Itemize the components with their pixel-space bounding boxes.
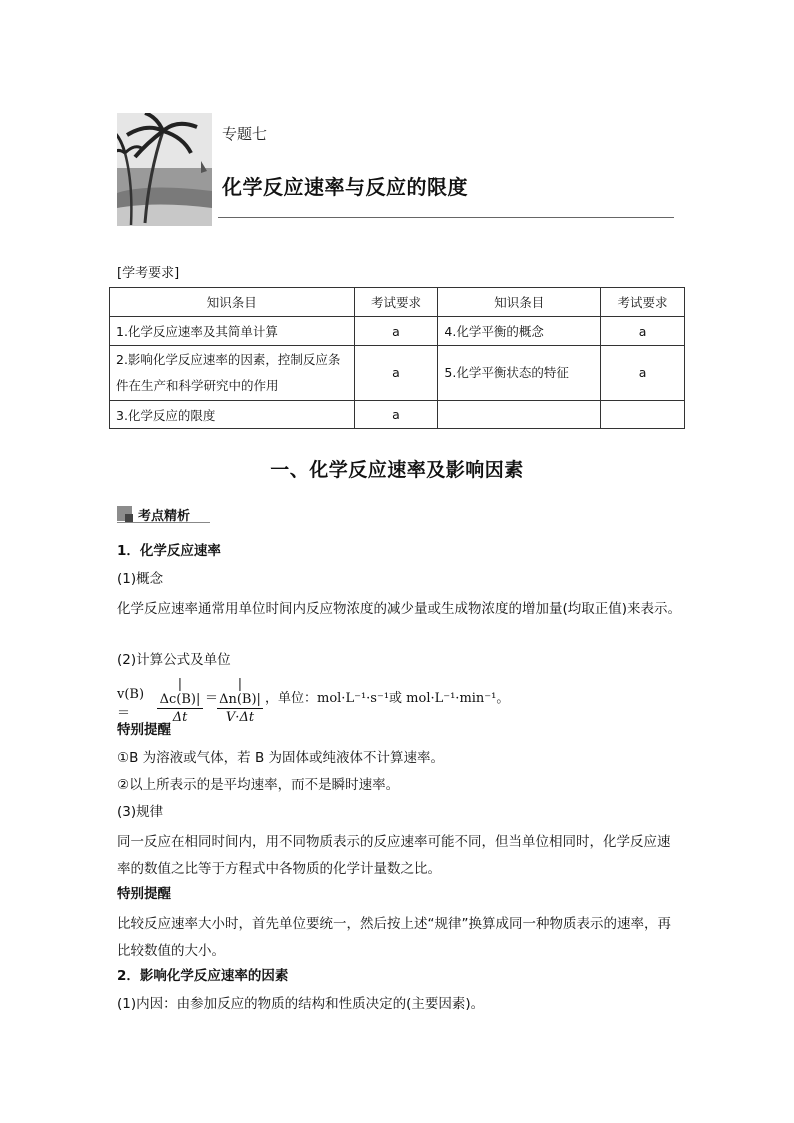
key-points-badge (117, 505, 210, 523)
table-cell: 4.化学平衡的概念 (438, 317, 601, 346)
formula-lhs: v(B)＝ (117, 687, 145, 721)
table-cell (438, 401, 601, 429)
header-rule (218, 217, 674, 218)
fraction-numerator: |Δn(B)| (217, 677, 263, 709)
badge-label: 考点精析 (138, 509, 191, 524)
section-heading: 一、化学反应速率及影响因素 (270, 459, 524, 481)
heading-1: 1．化学反应速率 (117, 543, 221, 559)
table-row (110, 401, 685, 429)
requirements-caption: [学考要求] (117, 266, 180, 281)
tip-title: 特别提醒 (117, 886, 171, 902)
tip-title: 特别提醒 (117, 722, 171, 738)
fraction-numerator: |Δc(B)| (157, 677, 203, 709)
table-cell: a (354, 317, 438, 346)
fraction-denominator: Δt (172, 710, 188, 725)
table-header-row (110, 288, 685, 317)
column-header: 知识条目 (110, 288, 355, 317)
fraction-denominator: V·Δt (225, 710, 255, 725)
fraction-concentration (157, 677, 203, 725)
table-cell: a (354, 401, 438, 429)
table-cell: 3.化学反应的限度 (110, 401, 355, 429)
tip-item: ①B 为溶液或气体，若 B 为固体或纯液体不计算速率。 (117, 750, 444, 766)
table-row (110, 317, 685, 346)
table-row (110, 346, 685, 401)
paragraph-rule: 同一反应在相同时间内，用不同物质表示的反应速率可能不同，但当单位相同时，化学反应速率的数值之比等于方程式中各物质的化学计量数之比。 (117, 834, 671, 877)
chapter-label: 专题七 (222, 125, 268, 143)
table-cell: 2.影响化学反应速率的因素，控制反应条件在生产和科学研究中的作用 (110, 346, 355, 401)
formula-equals: ＝ (205, 691, 219, 706)
table-cell: a (601, 346, 685, 401)
fraction-moles (217, 677, 263, 725)
column-header: 知识条目 (438, 288, 601, 317)
requirements-table (109, 287, 685, 429)
table-cell (601, 401, 685, 429)
chapter-title: 化学反应速率与反应的限度 (222, 175, 468, 199)
table-cell: 5.化学平衡状态的特征 (438, 346, 601, 401)
subheading-rule: (3)规律 (117, 804, 164, 820)
heading-2: 2．影响化学反应速率的因素 (117, 968, 289, 984)
paragraph-tip: 比较反应速率大小时，首先单位要统一，然后按上述“规律”换算成同一种物质表示的速率，再比较数值的大小。 (117, 916, 671, 959)
table-cell: 1.化学反应速率及其简单计算 (110, 317, 355, 346)
badge-underline (117, 522, 210, 523)
table-cell: a (354, 346, 438, 401)
paragraph-concept: 化学反应速率通常用单位时间内反应物浓度的减少量或生成物浓度的增加量(均取正值)来表示。 (117, 601, 682, 617)
formula-units: ，单位：mol·L⁻¹·s⁻¹或 mol·L⁻¹·min⁻¹。 (265, 691, 510, 706)
cover-image (117, 113, 212, 226)
column-header: 考试要求 (354, 288, 438, 317)
subheading-concept: (1)概念 (117, 571, 164, 587)
table-cell: a (601, 317, 685, 346)
subheading-internal-factor: (1)内因：由参加反应的物质的结构和性质决定的(主要因素)。 (117, 996, 485, 1012)
tip-item: ②以上所表示的是平均速率，而不是瞬时速率。 (117, 777, 400, 793)
column-header: 考试要求 (601, 288, 685, 317)
subheading-formula: (2)计算公式及单位 (117, 652, 231, 668)
badge-square-accent-icon (125, 514, 133, 522)
